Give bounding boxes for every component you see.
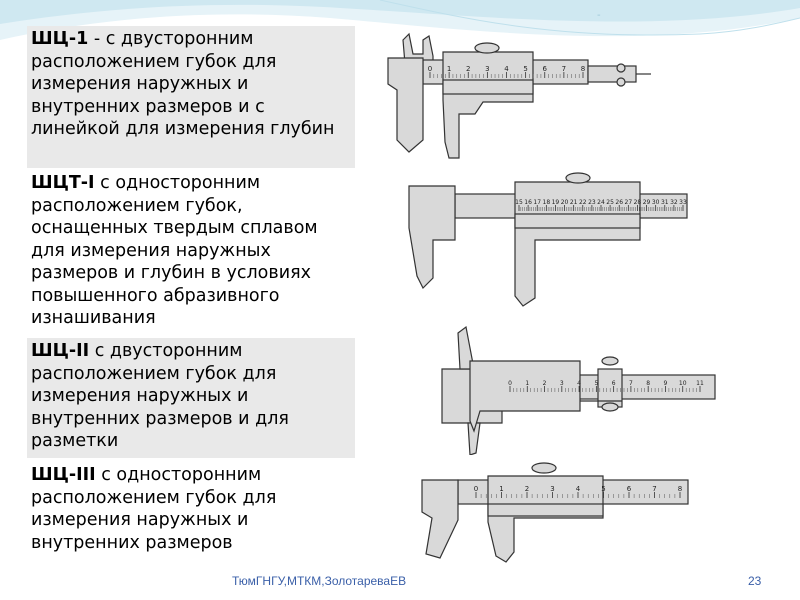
scale-label: 4: [577, 380, 582, 387]
caliper-description-text: - с двусторонним расположением губок для измерения наружных и внутренних размеров и с линейкой для измерения глубин: [31, 29, 335, 139]
scale-label: 21: [569, 199, 578, 206]
scale-label: 6: [611, 380, 616, 387]
caliper-description-text: с двусторонним расположением губок для измерения наружных и внутренних размеров и для разметки: [31, 341, 289, 451]
scale-label: 6: [542, 65, 547, 73]
scale-label: 3: [559, 380, 564, 387]
scale-label: 2: [542, 380, 547, 387]
scale-label: 7: [652, 485, 657, 493]
scale-label: 26: [615, 199, 624, 206]
scale-label: 24: [597, 199, 605, 206]
main-scale: [515, 199, 687, 211]
scale-label: 18: [542, 199, 551, 206]
scale-label: 25: [606, 199, 614, 206]
caliper-model-title: ШЦТ-I: [31, 173, 95, 193]
top-mark: -: [597, 10, 601, 21]
scale-label: 16: [524, 199, 532, 206]
scale-label: 7: [561, 65, 567, 73]
scale-label: 31: [660, 199, 669, 206]
scale-label: 20: [560, 199, 569, 206]
scale-label: 23: [588, 199, 596, 206]
page-number: 23: [748, 574, 762, 588]
caliper-description-2: [27, 170, 355, 336]
caliper-drawing-shc2: [430, 325, 720, 455]
scale-label: 10: [678, 380, 687, 387]
scale-label: 32: [670, 199, 678, 206]
scale-label: 11: [696, 380, 704, 387]
scale-label: 3: [550, 485, 555, 493]
caliper-description-3: [27, 338, 355, 458]
scale-label: 28: [633, 199, 642, 206]
scale-label: 2: [466, 65, 471, 73]
scale-label: 2: [524, 485, 530, 493]
caliper-model-title: ШЦ-II: [31, 341, 90, 361]
scale-label: 8: [677, 485, 683, 493]
scale-label: 8: [646, 380, 651, 387]
scale-label: 9: [663, 380, 668, 387]
scale-label: 1: [446, 65, 452, 73]
scale-label: 0: [508, 380, 512, 387]
scale-label: 27: [624, 199, 633, 206]
scale-label: 17: [533, 199, 542, 206]
scale-label: 5: [523, 65, 528, 73]
scale-label: 8: [580, 65, 586, 73]
scale-label: 4: [504, 65, 509, 73]
caliper-description-text: с односторонним расположением губок для измерения наружных и внутренних размеров: [31, 465, 277, 553]
scale-label: 33: [679, 199, 687, 206]
scale-label: 0: [427, 65, 433, 73]
scale-label: 22: [578, 199, 587, 206]
scale-label: 15: [515, 199, 523, 206]
scale-label: 30: [651, 199, 660, 206]
scale-label: 29: [642, 199, 651, 206]
footer-author: ТюмГНГУ,МТКМ,ЗолотареваЕВ: [232, 574, 407, 588]
caliper-description-1: [27, 26, 355, 168]
scale-label: 0: [473, 485, 479, 493]
caliper-drawing-shc3: [418, 458, 690, 568]
scale-label: 4: [575, 485, 581, 493]
scale-label: 19: [551, 199, 560, 206]
scale-label: 6: [626, 485, 632, 493]
scale-label: 5: [601, 485, 606, 493]
caliper-drawing-shc1: [383, 30, 653, 162]
caliper-model-title: ШЦ-1: [31, 29, 89, 49]
scale-label: 1: [499, 485, 504, 493]
caliper-drawing-shct1: [395, 168, 690, 308]
scale-label: 7: [628, 380, 633, 387]
scale-label: 5: [594, 380, 599, 387]
scale-label: 1: [525, 380, 530, 387]
caliper-description-4: [27, 462, 355, 558]
scale-label: 3: [485, 65, 490, 73]
caliper-model-title: ШЦ-III: [31, 465, 96, 485]
caliper-description-text: с односторонним расположением губок, оснащенных твердым сплавом для измерения наружных размеров и глубин в условиях повышенного абразивного изнашивания: [31, 173, 318, 328]
